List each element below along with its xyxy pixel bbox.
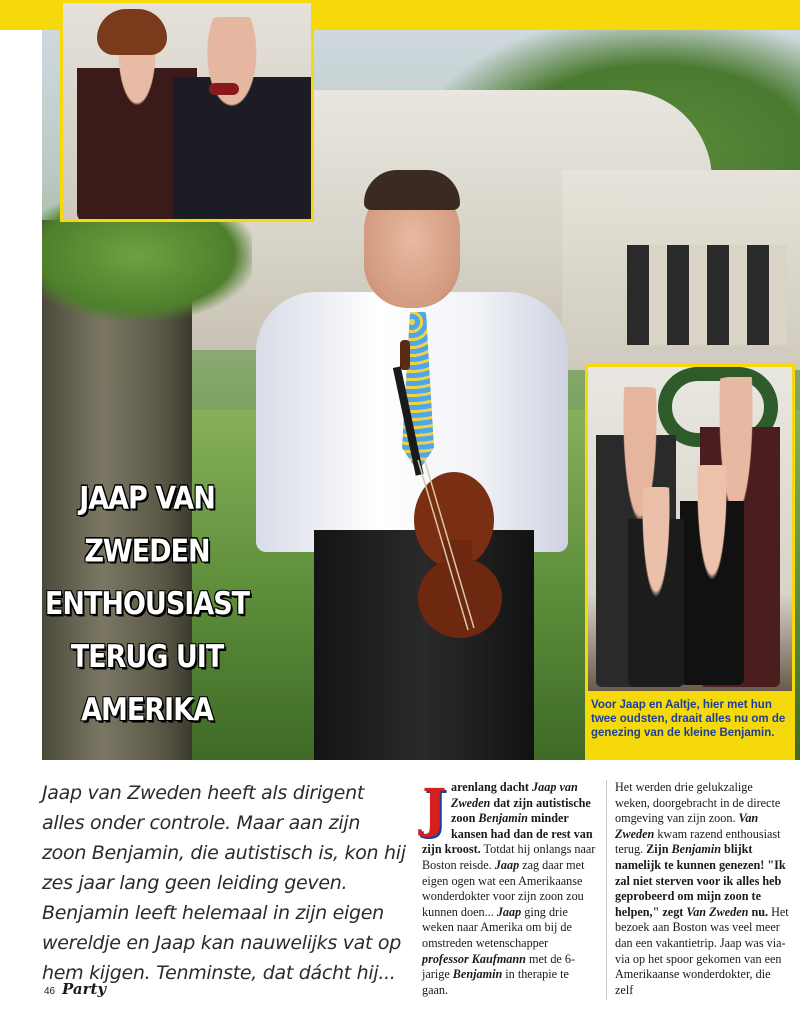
intro-paragraph: Jaap van Zweden heeft als dirigent alles onder controle. Maar aan zijn zoon Benjamin, die autistisch is, kon hij zes jaar lang geen leiding geven. Benjamin leeft helemaal in zijn eigen wereldje en Jaap kan nauwelijks vat op hem kijgen. Tenminste, dat dácht hij... <box>42 782 406 984</box>
page-number: 46 <box>44 986 56 997</box>
text-run: Jaap van Zweden <box>451 780 578 810</box>
woman-hair <box>97 9 167 55</box>
text-run: Benjamin <box>452 967 503 982</box>
text-run: Van Zweden <box>686 904 749 919</box>
headline-line: JAAP VAN <box>79 480 215 517</box>
text-run: ging drie weken naar Amerika om bij de omstreden wetenschapper <box>422 904 572 950</box>
pavilion-windows <box>627 245 787 345</box>
inset-photo-couple <box>60 0 314 222</box>
text-run: Totdat hij onlangs naar Boston reisde. <box>422 842 596 872</box>
magazine-brand: Party <box>62 980 107 998</box>
photo-caption: Voor Jaap en Aaltje, hier met hun twee oudsten, draait alles nu om de genezing van de kleine Benjamin. <box>585 694 795 760</box>
dropcap: J <box>422 778 447 839</box>
text-run: nu. <box>748 904 769 919</box>
headline-line: TERUG UIT <box>70 639 224 676</box>
column-divider <box>606 780 607 1000</box>
text-run: Zijn <box>646 842 672 857</box>
text-run: Het werden drie gelukzalige weken, doorgebracht in de directe omgeving van zijn zoon. <box>615 780 781 826</box>
text-run: met de 6-jarige <box>422 951 576 982</box>
text-run: arenlang dacht <box>451 780 533 794</box>
text-run: Van Zweden <box>615 811 759 841</box>
text-run: Jaap <box>496 904 522 919</box>
text-run: Het bezoek aan Boston was veel meer dan een vakantietrip. Jaap was via-via op het spoor gekomen van een Amerikaanse wonderdokter, die zelf <box>615 904 789 997</box>
text-run: in therapie te gaan. <box>422 967 569 997</box>
inset-photo-family <box>585 364 795 694</box>
headline-line: ZWEDEN <box>84 533 210 570</box>
text-run: Benjamin <box>671 842 721 857</box>
man-figure <box>173 17 313 222</box>
text-run: blijkt namelijk te kunnen genezen! "Ik zal niet sterven voor ik alles heb geprobeerd om mijn zoon te helpen," zegt <box>615 842 786 919</box>
violin-icon <box>372 340 502 640</box>
headline <box>42 473 252 738</box>
text-run: Jaap <box>494 857 520 872</box>
bow-tie-icon <box>209 83 239 95</box>
girl-figure <box>680 465 744 685</box>
text-run: minder kansen had dan de rest van zijn kroost. <box>422 811 593 857</box>
man-hair <box>364 170 460 210</box>
text-run: professor Kaufmann <box>422 951 526 966</box>
body-column-1 <box>422 780 597 998</box>
text-run: kwam razend enthousiast terug. <box>615 826 781 857</box>
text-run: zag daar met eigen ogen wat een Amerikaanse wonderdokter voor zijn zoon zou kunnen doen... <box>422 857 585 919</box>
headline-line: AMERIKA <box>81 692 213 729</box>
boy-figure <box>628 487 684 687</box>
headline-line: ENTHOUSIAST <box>44 586 250 623</box>
text-run: Benjamin <box>478 811 528 826</box>
body-column-2 <box>615 780 790 998</box>
text-run: dat zijn autistische zoon <box>451 795 591 826</box>
